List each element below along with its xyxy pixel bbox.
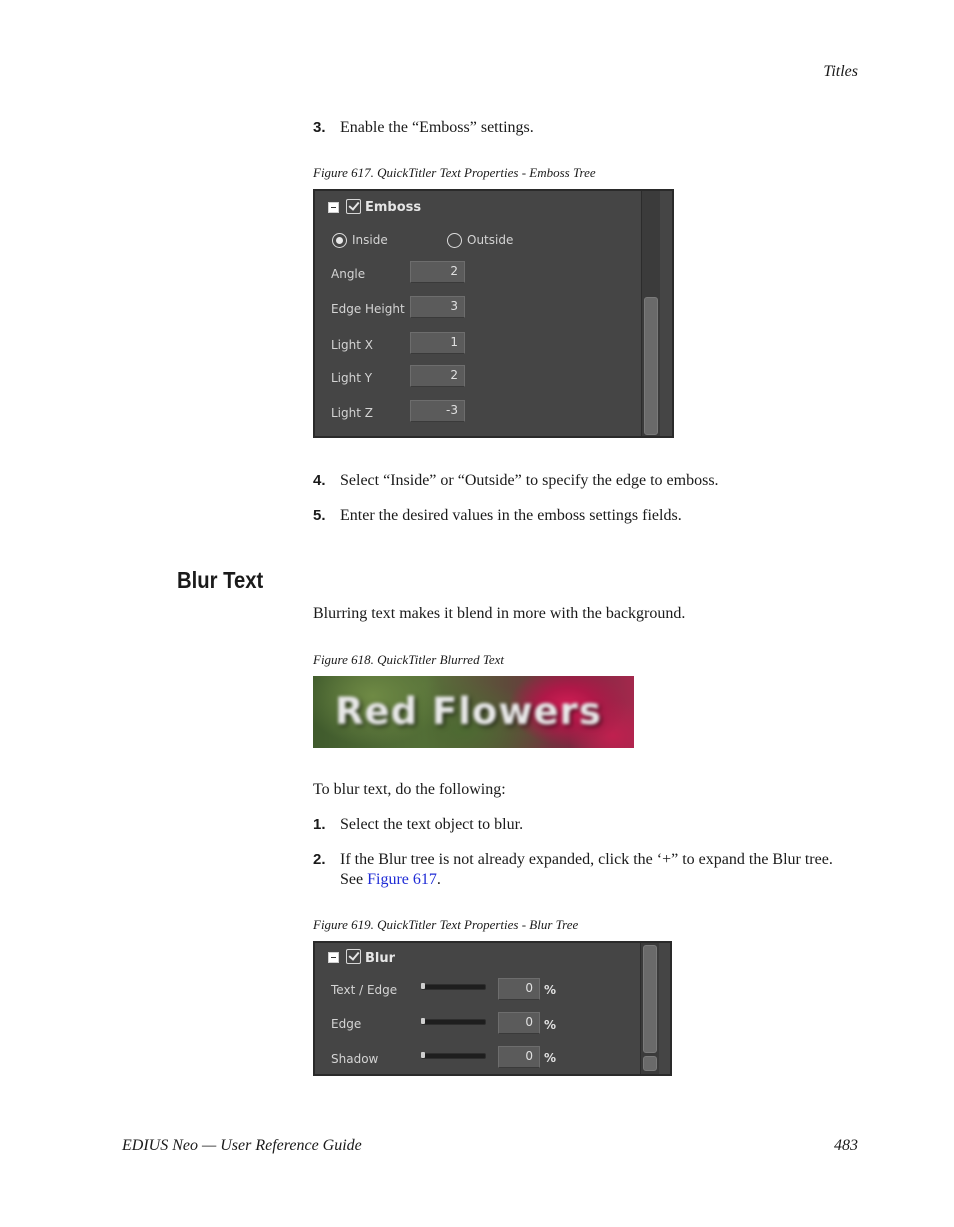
percent-unit: % xyxy=(544,983,557,997)
step-number: 2. xyxy=(313,851,326,868)
blurred-text-image xyxy=(313,676,634,748)
text-edge-slider[interactable] xyxy=(421,984,486,990)
collapse-toggle[interactable] xyxy=(328,202,339,213)
scrollbar-thumb[interactable] xyxy=(644,297,658,435)
step-3 xyxy=(313,118,858,138)
emboss-tree-panel xyxy=(313,189,674,438)
step-2 xyxy=(313,850,858,890)
edge-height-label: Edge Height xyxy=(331,302,405,316)
section-intro: Blurring text makes it blend in more with the background. xyxy=(313,605,686,622)
inside-radio[interactable] xyxy=(332,233,347,248)
step-text: Select “Inside” or “Outside” to specify the edge to emboss. xyxy=(340,472,719,489)
blur-tree-title: Blur xyxy=(365,951,396,966)
light-z-field[interactable]: -3 xyxy=(410,400,465,422)
blurred-image-text: Red Flowers xyxy=(335,690,602,733)
step-text xyxy=(340,850,858,890)
figure-617-caption: Figure 617. QuickTitler Text Properties - Emboss Tree xyxy=(313,165,596,180)
light-y-field[interactable]: 2 xyxy=(410,365,465,387)
text-edge-label: Text / Edge xyxy=(331,983,398,997)
edge-field[interactable]: 0 xyxy=(498,1012,540,1034)
percent-unit: % xyxy=(544,1018,557,1032)
step-number: 3. xyxy=(313,119,326,136)
emboss-tree-title: Emboss xyxy=(365,200,422,215)
blur-tree-panel xyxy=(313,941,672,1076)
blur-checkbox[interactable] xyxy=(346,949,361,964)
inside-radio-label: Inside xyxy=(352,233,388,247)
scrollbar[interactable] xyxy=(640,943,659,1074)
figure-619-caption: Figure 619. QuickTitler Text Properties - Blur Tree xyxy=(313,917,579,932)
scrollbar[interactable] xyxy=(641,191,660,436)
emboss-checkbox[interactable] xyxy=(346,199,361,214)
footer-guide-title: EDIUS Neo — User Reference Guide xyxy=(122,1137,362,1154)
angle-field[interactable]: 2 xyxy=(410,261,465,283)
running-header: Titles xyxy=(823,63,858,80)
shadow-field[interactable]: 0 xyxy=(498,1046,540,1068)
light-z-label: Light Z xyxy=(331,406,373,420)
step-text: Enable the “Emboss” settings. xyxy=(340,119,534,136)
slider-knob[interactable] xyxy=(421,1052,425,1058)
collapse-toggle[interactable] xyxy=(328,952,339,963)
step-1 xyxy=(313,815,858,835)
figure-617-link[interactable]: Figure 617 xyxy=(367,871,437,888)
angle-label: Angle xyxy=(331,267,366,281)
blur-intro: To blur text, do the following: xyxy=(313,781,506,798)
step-text-before: If the Blur tree is not already expanded, click the ‘+” to expand the Blur tree. See xyxy=(340,851,833,888)
page-number: 483 xyxy=(834,1137,858,1154)
edge-slider[interactable] xyxy=(421,1019,486,1025)
step-text: Select the text object to blur. xyxy=(340,816,524,833)
slider-knob[interactable] xyxy=(421,983,425,989)
slider-knob[interactable] xyxy=(421,1018,425,1024)
step-5 xyxy=(313,506,858,526)
step-number: 5. xyxy=(313,507,326,524)
light-x-field[interactable]: 1 xyxy=(410,332,465,354)
edge-height-field[interactable]: 3 xyxy=(410,296,465,318)
text-edge-field[interactable]: 0 xyxy=(498,978,540,1000)
edge-label: Edge xyxy=(331,1017,362,1031)
step-text: Enter the desired values in the emboss settings fields. xyxy=(340,507,682,524)
light-y-label: Light Y xyxy=(331,371,373,385)
scrollbar-thumb[interactable] xyxy=(643,945,657,1053)
scroll-down-arrow-icon[interactable] xyxy=(643,1056,657,1071)
outside-radio[interactable] xyxy=(447,233,462,248)
section-heading: Blur Text xyxy=(177,567,264,593)
shadow-slider[interactable] xyxy=(421,1053,486,1059)
step-text-after: . xyxy=(436,871,441,888)
light-x-label: Light X xyxy=(331,338,373,352)
step-number: 1. xyxy=(313,816,326,833)
shadow-label: Shadow xyxy=(331,1052,379,1066)
percent-unit: % xyxy=(544,1051,557,1065)
figure-618-caption: Figure 618. QuickTitler Blurred Text xyxy=(313,652,505,667)
outside-radio-label: Outside xyxy=(467,233,514,247)
step-number: 4. xyxy=(313,472,326,489)
step-4 xyxy=(313,471,858,491)
